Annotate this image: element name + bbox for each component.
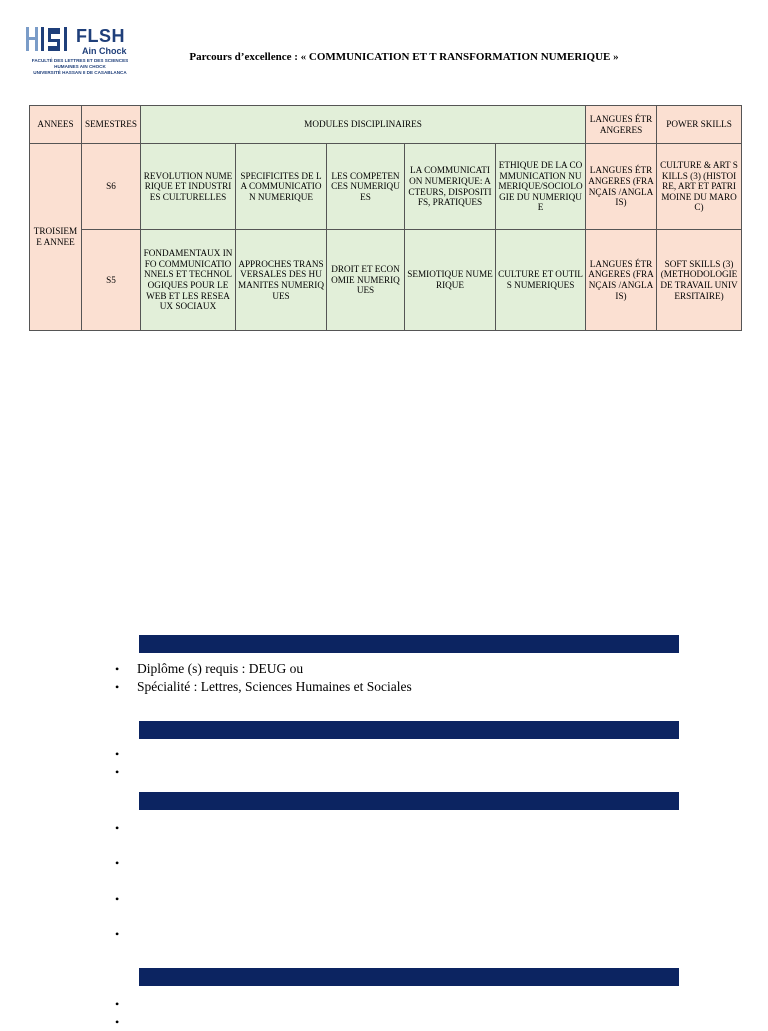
semester-cell: S6 [82,144,141,230]
bullet-icon: • [115,856,120,870]
module-cell: FONDAMENTAUX INFO COMMUNICATIONNELS ET TECHNOLOGIQUES POUR LE WEB ET LES RESEAUX SOCIAUX [141,230,236,331]
semester-cell: S5 [82,230,141,331]
module-cell: SEMIOTIQUE NUMERIQUE [405,230,496,331]
header-semestres: SEMESTRES [82,106,141,144]
bullet-icon: • [115,892,120,906]
langues-cell: LANGUES ÉTRANGERES (FRANÇAIS /ANGLAIS) [586,230,657,331]
module-cell: LA COMMUNICATION NUMERIQUE: ACTEURS, DISPOSITIFS, PRATIQUES [405,144,496,230]
logo-faculty-line: FACULTÉ DES LETTRES ET DES SCIENCES [31,58,129,63]
page-title: Parcours d’excellence : « COMMUNICATION ET T RANSFORMATION NUMERIQUE » [189,51,619,63]
section-header-bar [139,721,679,739]
bullet-icon: • [115,927,120,941]
section-header-bar [139,968,679,986]
header-langues: LANGUES ÉTRANGERES [586,106,657,144]
list-item [115,819,137,854]
list-item [115,890,137,925]
bullet-icon: • [115,662,120,676]
list-item-text: Spécialité : Lettres, Sciences Humaines et Sociales [137,679,412,694]
header-annees: ANNEES [30,106,82,144]
module-cell: APPROCHES TRANSVERSALES DES HUMANITES NUMERIQUES [236,230,327,331]
university-emblem-icon [24,24,68,54]
module-cell: CULTURE ET OUTILS NUMERIQUES [496,230,586,331]
bullet-list [115,819,137,943]
module-cell: LES COMPETENCES NUMERIQUES [327,144,405,230]
table-header-row [30,106,742,144]
year-cell: TROISIEME ANNEE [30,144,82,331]
list-item [115,678,412,696]
bullet-icon: • [115,997,120,1011]
bullet-list [115,995,137,1031]
list-item [115,925,137,943]
bullet-list [115,660,412,696]
logo-brand: FLSH [76,26,125,46]
logo-subbrand: Ain Chock [82,46,127,56]
langues-cell: LANGUES ÉTRANGERES (FRANÇAIS /ANGLAIS) [586,144,657,230]
table-row-s5 [30,230,742,331]
list-item [115,854,137,890]
section-header-bar [139,635,679,653]
section-header-bar [139,792,679,810]
list-item [115,660,412,678]
table-row-s6 [30,144,742,230]
bullet-icon: • [115,747,120,761]
logo-faculty-line: UNIVERSITÉ HASSAN II DE CASABLANCA [33,70,127,75]
module-cell: DROIT ET ECONOMIE NUMERIQUES [327,230,405,331]
list-item [115,745,137,763]
bullet-icon: • [115,765,120,779]
module-cell: REVOLUTION NUMERIQUE ET INDUSTRIES CULTURELLES [141,144,236,230]
bullet-icon: • [115,1015,120,1029]
bullet-icon: • [115,680,120,694]
list-item [115,995,137,1013]
bullet-list [115,745,137,781]
list-item [115,763,137,781]
module-cell: ETHIQUE DE LA COMMUNICATION NUMERIQUE/SOCIOLOGIE DU NUMERIQUE [496,144,586,230]
list-item-text: Diplôme (s) requis : DEUG ou [137,661,304,676]
header-modules: MODULES DISCIPLINAIRES [141,106,586,144]
module-cell: SPECIFICITES DE LA COMMUNICATION NUMERIQUE [236,144,327,230]
program-table [29,105,742,331]
power-skills-cell: SOFT SKILLS (3) (METHODOLOGIE DE TRAVAIL UNIVERSITAIRE) [657,230,742,331]
logo-faculty-line: HUMAINES AIN CHOCK [54,64,106,69]
bullet-icon: • [115,821,120,835]
list-item [115,1013,137,1031]
power-skills-cell: CULTURE & ART SKILLS (3) (HISTOIRE, ART ET PATRIMOINE DU MAROC) [657,144,742,230]
header-power-skills: POWER SKILLS [657,106,742,144]
